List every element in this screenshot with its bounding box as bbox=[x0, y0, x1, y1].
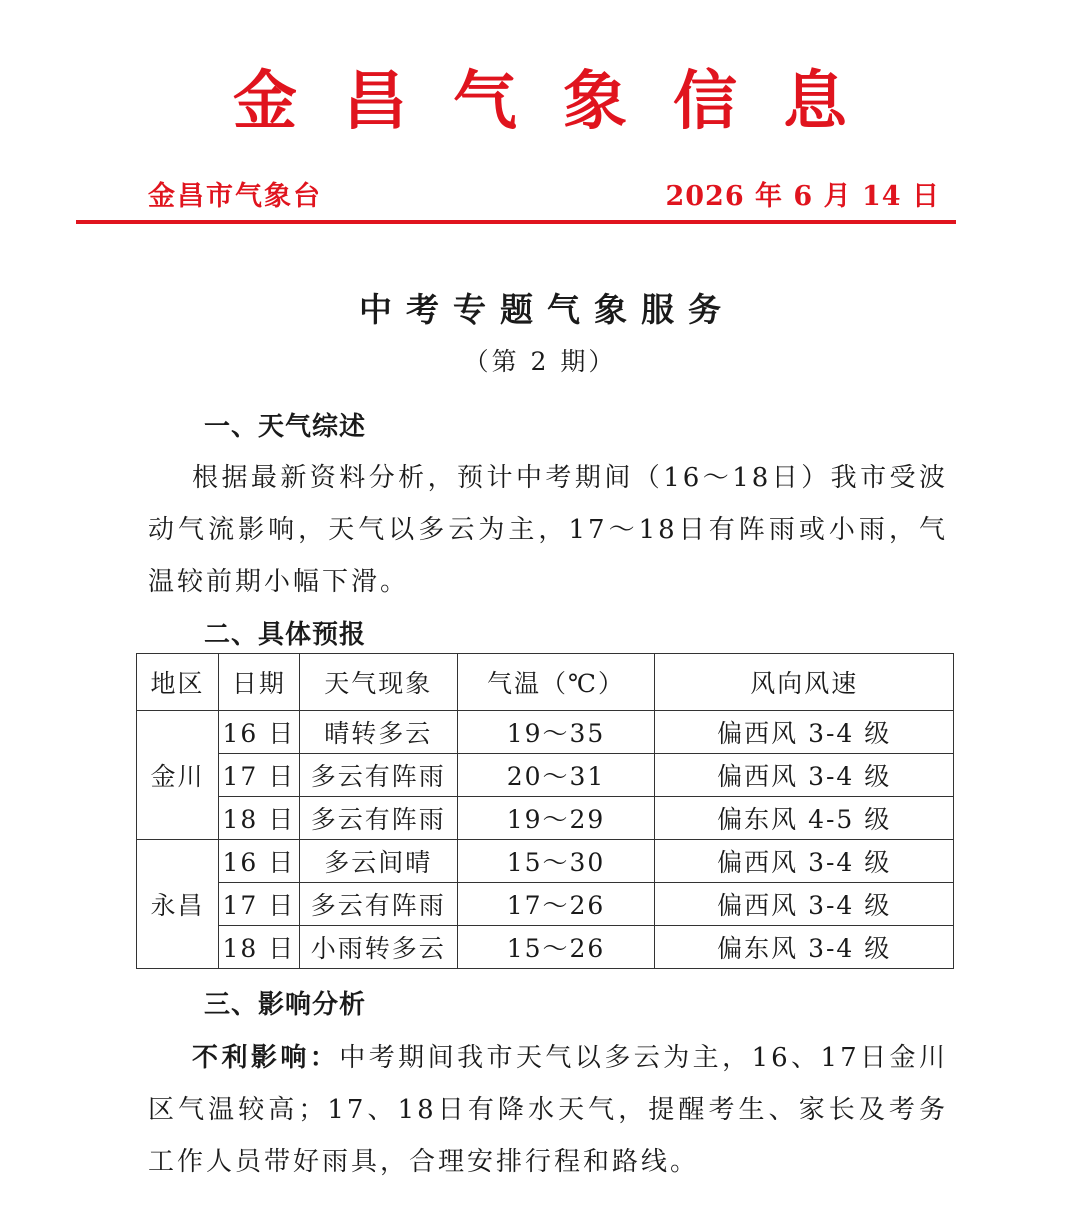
wind-cell: 偏西风 3-4 级 bbox=[655, 754, 954, 797]
col-header-region: 地区 bbox=[137, 654, 219, 711]
temp-cell: 19～29 bbox=[457, 797, 655, 840]
temp-cell: 15～26 bbox=[457, 926, 655, 969]
overview-paragraph: 根据最新资料分析，预计中考期间（16～18日）我市受波动气流影响，天气以多云为主，17～18日有阵雨或小雨，气温较前期小幅下滑。 bbox=[148, 463, 948, 597]
weather-cell: 多云有阵雨 bbox=[299, 797, 457, 840]
wind-cell: 偏西风 3-4 级 bbox=[655, 883, 954, 926]
table-row bbox=[137, 754, 954, 797]
issuer-name: 金昌市气象台 bbox=[148, 181, 322, 212]
temp-cell: 17～26 bbox=[457, 883, 655, 926]
date-cell: 18 日 bbox=[218, 926, 299, 969]
date-cell: 17 日 bbox=[218, 883, 299, 926]
wind-cell: 偏西风 3-4 级 bbox=[655, 711, 954, 754]
header-divider bbox=[76, 220, 956, 224]
impact-lead-label: 不利影响： bbox=[192, 1043, 340, 1073]
weather-cell: 多云间晴 bbox=[299, 840, 457, 883]
temp-cell: 20～31 bbox=[457, 754, 655, 797]
table-row bbox=[137, 840, 954, 883]
wind-cell: 偏东风 3-4 级 bbox=[655, 926, 954, 969]
date-cell: 18 日 bbox=[218, 797, 299, 840]
date-cell: 17 日 bbox=[218, 754, 299, 797]
region-cell: 金川 bbox=[137, 711, 219, 840]
wind-cell: 偏东风 4-5 级 bbox=[655, 797, 954, 840]
section-heading-overview: 一、天气综述 bbox=[204, 412, 367, 442]
col-header-wind: 风向风速 bbox=[655, 654, 954, 711]
col-header-weather: 天气现象 bbox=[299, 654, 457, 711]
table-row bbox=[137, 797, 954, 840]
forecast-table bbox=[136, 653, 954, 969]
temp-cell: 19～35 bbox=[457, 711, 655, 754]
table-row bbox=[137, 926, 954, 969]
col-header-date: 日期 bbox=[218, 654, 299, 711]
table-header-row bbox=[137, 654, 954, 711]
date-cell: 16 日 bbox=[218, 840, 299, 883]
table-row bbox=[137, 711, 954, 754]
document-title: 中考专题气象服务 bbox=[359, 290, 735, 329]
table-row bbox=[137, 883, 954, 926]
issue-number: （第 2 期） bbox=[463, 347, 617, 376]
weather-cell: 多云有阵雨 bbox=[299, 883, 457, 926]
region-cell: 永昌 bbox=[137, 840, 219, 969]
masthead-title: 金昌气象信息 bbox=[233, 64, 893, 139]
col-header-temp: 气温（℃） bbox=[457, 654, 655, 711]
date-cell: 16 日 bbox=[218, 711, 299, 754]
section-heading-impact: 三、影响分析 bbox=[204, 990, 367, 1020]
weather-cell: 晴转多云 bbox=[299, 711, 457, 754]
section-heading-forecast: 二、具体预报 bbox=[204, 620, 367, 650]
impact-body-text: 中考期间我市天气以多云为主，16、17日金川区气温较高；17、18日有降水天气，提醒考生、家长及考务工作人员带好雨具，合理安排行程和路线。 bbox=[148, 1043, 948, 1177]
weather-cell: 小雨转多云 bbox=[299, 926, 457, 969]
wind-cell: 偏西风 3-4 级 bbox=[655, 840, 954, 883]
issue-date: 2026 年 6 月 14 日 bbox=[665, 181, 940, 212]
temp-cell: 15～30 bbox=[457, 840, 655, 883]
impact-paragraph bbox=[148, 1032, 948, 1188]
weather-cell: 多云有阵雨 bbox=[299, 754, 457, 797]
